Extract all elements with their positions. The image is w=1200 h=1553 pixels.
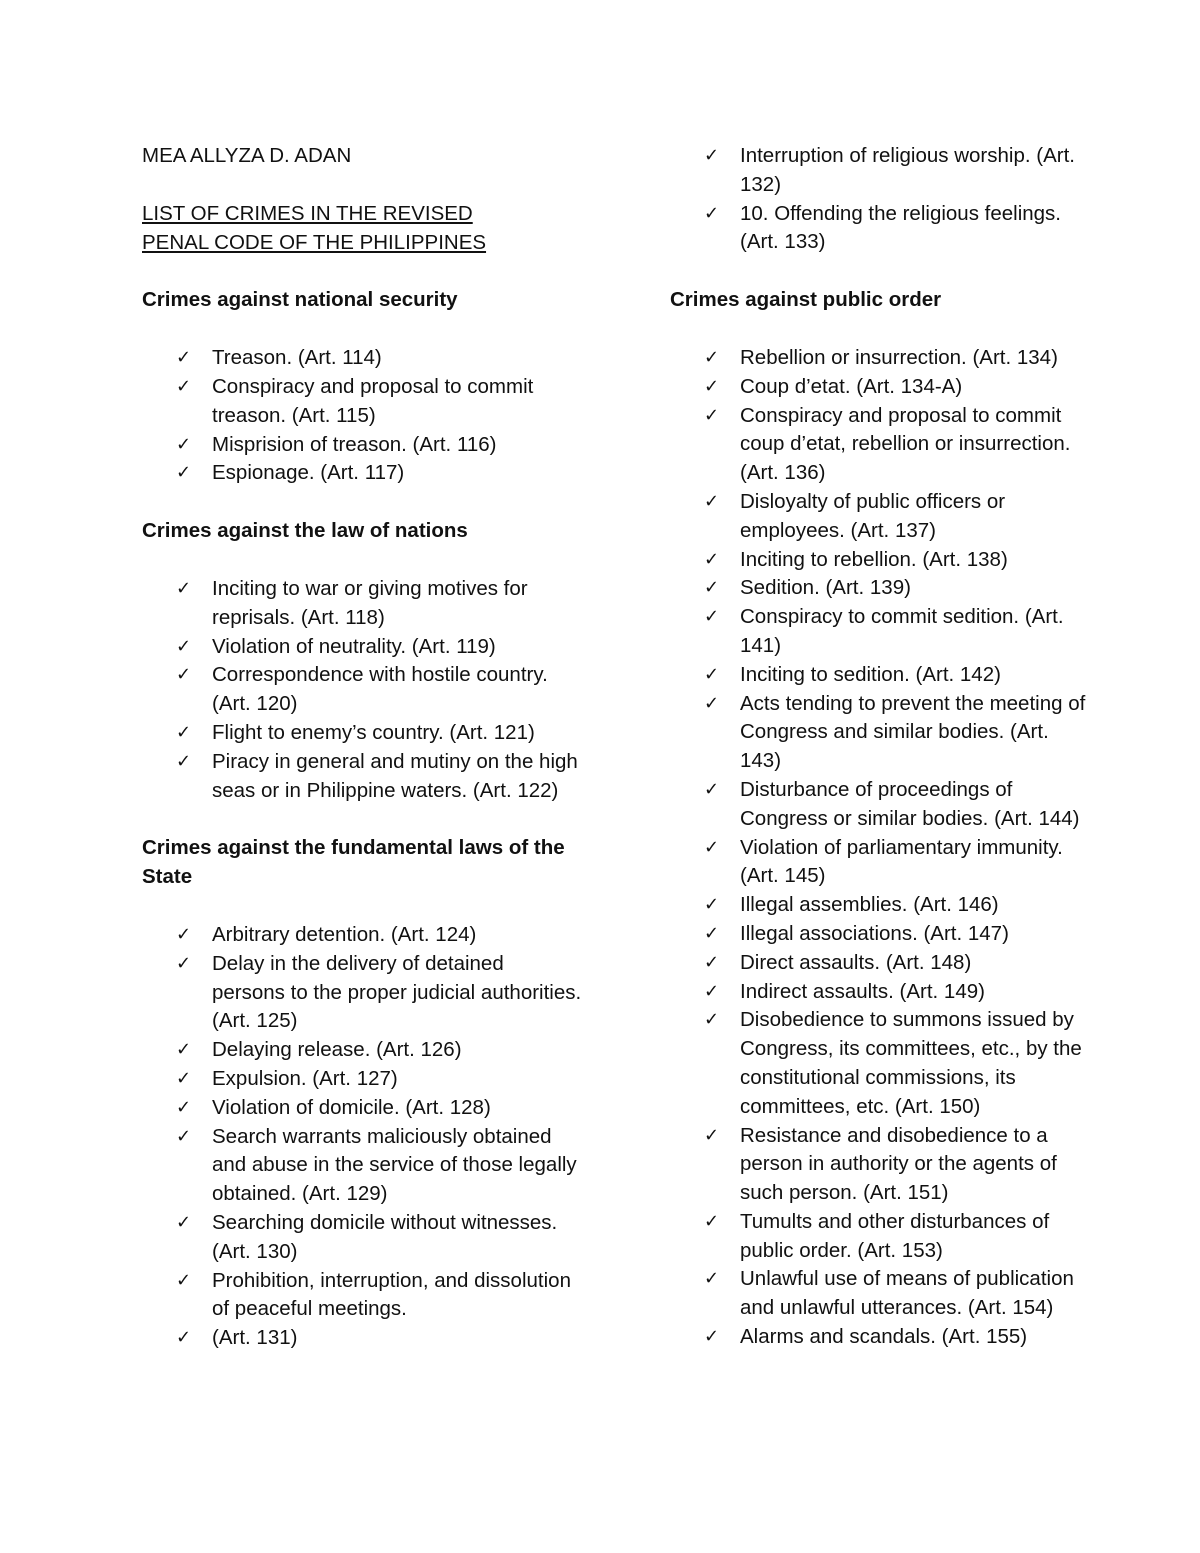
left-column <box>142 142 582 1353</box>
crime-item <box>670 200 1090 258</box>
crime-item-text: Illegal associations. (Art. 147) <box>740 921 1009 945</box>
crime-item-text: Flight to enemy’s country. (Art. 121) <box>212 720 535 744</box>
crime-item-text: Disobedience to summons issued by Congress, its committees, etc., by the constitutional commissions, its committees, etc. (Art. 150) <box>740 1008 1082 1118</box>
checkmark-icon: ✓ <box>176 721 192 743</box>
crime-item <box>670 603 1090 661</box>
checkmark-icon: ✓ <box>704 404 720 426</box>
checkmark-icon: ✓ <box>704 1124 720 1146</box>
crime-item-text: Illegal assemblies. (Art. 146) <box>740 893 999 917</box>
checkmark-icon: ✓ <box>704 202 720 224</box>
crime-item-text: Violation of parliamentary immunity. (Art. 145) <box>740 835 1063 888</box>
right-sections <box>670 286 1090 1352</box>
checkmark-icon: ✓ <box>704 1210 720 1232</box>
crime-item <box>142 1324 582 1353</box>
crime-item-text: Conspiracy to commit sedition. (Art. 141) <box>740 605 1064 657</box>
crime-item <box>670 776 1090 834</box>
crime-item-text: Conspiracy and proposal to commit coup d’etat, rebellion or insurrection. (Art. 136) <box>740 403 1071 485</box>
crime-item <box>142 373 582 431</box>
crime-item <box>142 748 582 806</box>
checkmark-icon: ✓ <box>176 375 192 397</box>
checkmark-icon: ✓ <box>704 951 720 973</box>
crime-item-text: Prohibition, interruption, and dissolution of peaceful meetings. <box>212 1268 571 1321</box>
crime-item-text: Arbitrary detention. (Art. 124) <box>212 922 477 946</box>
checkmark-icon: ✓ <box>704 1326 720 1348</box>
crime-item <box>670 402 1090 488</box>
crime-item-text: Searching domicile without witnesses. (Art. 130) <box>212 1210 558 1263</box>
crime-item-text: 10. Offending the religious feelings. (Art. 133) <box>740 201 1062 254</box>
crime-item-text: Coup d’etat. (Art. 134-A) <box>740 374 963 398</box>
checkmark-icon: ✓ <box>176 1096 192 1118</box>
checkmark-icon: ✓ <box>704 346 720 368</box>
checkmark-icon: ✓ <box>176 577 192 599</box>
crime-item <box>142 459 582 488</box>
crime-item-text: Rebellion or insurrection. (Art. 134) <box>740 345 1058 369</box>
right-column <box>670 142 1090 1352</box>
section-heading: Crimes against the law of nations <box>142 519 468 543</box>
crime-item <box>670 373 1090 402</box>
crime-item <box>670 834 1090 892</box>
section-heading: Crimes against public order <box>670 288 942 312</box>
crime-item <box>670 920 1090 949</box>
crime-item <box>670 1122 1090 1208</box>
crime-item <box>670 661 1090 690</box>
crime-item <box>142 344 582 373</box>
checkmark-icon: ✓ <box>704 375 720 397</box>
crime-item <box>670 574 1090 603</box>
crime-item <box>142 431 582 460</box>
crime-item <box>142 1123 582 1209</box>
crime-item <box>142 575 582 633</box>
crime-list <box>142 344 582 488</box>
crime-item <box>670 1265 1090 1323</box>
crime-item-text: Piracy in general and mutiny on the high seas or in Philippine waters. (Art. 122) <box>212 749 578 802</box>
crime-item-text: Expulsion. (Art. 127) <box>212 1066 398 1090</box>
crime-item-text: Indirect assaults. (Art. 149) <box>740 979 985 1003</box>
checkmark-icon: ✓ <box>176 1211 192 1233</box>
checkmark-icon: ✓ <box>176 433 192 455</box>
crime-item <box>670 978 1090 1007</box>
crime-item <box>670 690 1090 776</box>
crime-item <box>142 1209 582 1267</box>
document-title: LIST OF CRIMES IN THE REVISED PENAL CODE OF THE PHILIPPINES <box>142 201 487 254</box>
crime-item <box>142 1267 582 1325</box>
checkmark-icon: ✓ <box>176 462 192 484</box>
crime-item-text: Correspondence with hostile country. (Art. 120) <box>212 663 548 716</box>
crime-item-text: Inciting to sedition. (Art. 142) <box>740 662 1001 686</box>
crime-item-text: Interruption of religious worship. (Art. 132) <box>740 144 1075 196</box>
checkmark-icon: ✓ <box>176 1269 192 1291</box>
checkmark-icon: ✓ <box>704 490 720 512</box>
crime-item-text: Disloyalty of public officers or employees. (Art. 137) <box>740 489 1006 542</box>
crime-item <box>142 633 582 662</box>
checkmark-icon: ✓ <box>704 778 720 800</box>
checkmark-icon: ✓ <box>704 663 720 685</box>
crime-item-text: (Art. 131) <box>212 1326 298 1350</box>
checkmark-icon: ✓ <box>704 548 720 570</box>
checkmark-icon: ✓ <box>704 1009 720 1031</box>
crime-item <box>670 142 1090 200</box>
checkmark-icon: ✓ <box>704 894 720 916</box>
crime-item <box>670 1208 1090 1266</box>
crime-item-text: Unlawful use of means of publication and unlawful utterances. (Art. 154) <box>740 1267 1074 1320</box>
checkmark-icon: ✓ <box>704 922 720 944</box>
crime-item <box>670 891 1090 920</box>
section-heading: Crimes against national security <box>142 288 458 312</box>
author-name: MEA ALLYZA D. ADAN <box>142 144 352 167</box>
crime-item-text: Search warrants maliciously obtained and abuse in the service of those legally obtained. (Art. 129) <box>212 1124 577 1206</box>
checkmark-icon: ✓ <box>704 692 720 714</box>
crime-item-text: Direct assaults. (Art. 148) <box>740 950 972 974</box>
continued-crime-list <box>670 142 1090 257</box>
crime-item-text: Espionage. (Art. 117) <box>212 461 405 485</box>
checkmark-icon: ✓ <box>704 577 720 599</box>
crime-list <box>142 575 582 805</box>
checkmark-icon: ✓ <box>704 145 720 166</box>
checkmark-icon: ✓ <box>704 836 720 858</box>
checkmark-icon: ✓ <box>176 664 192 686</box>
crime-item-text: Tumults and other disturbances of public order. (Art. 153) <box>740 1209 1050 1262</box>
crime-item-text: Violation of neutrality. (Art. 119) <box>212 634 496 658</box>
checkmark-icon: ✓ <box>176 952 192 974</box>
crime-item-text: Delay in the delivery of detained persons to the proper judicial authorities. (Art. 125) <box>212 951 582 1033</box>
crime-item <box>142 950 582 1036</box>
crime-item-text: Treason. (Art. 114) <box>212 346 382 370</box>
crime-item-text: Delaying release. (Art. 126) <box>212 1038 462 1062</box>
checkmark-icon: ✓ <box>176 750 192 772</box>
crime-item <box>142 1036 582 1065</box>
checkmark-icon: ✓ <box>176 1327 192 1349</box>
crime-item-text: Sedition. (Art. 139) <box>740 576 911 600</box>
checkmark-icon: ✓ <box>176 1067 192 1089</box>
crime-item <box>670 488 1090 546</box>
checkmark-icon: ✓ <box>704 1268 720 1290</box>
crime-list <box>142 921 582 1353</box>
crime-item-text: Acts tending to prevent the meeting of Congress and similar bodies. (Art. 143) <box>740 691 1086 773</box>
crime-item-text: Inciting to rebellion. (Art. 138) <box>740 547 1008 571</box>
crime-item-text: Inciting to war or giving motives for reprisals. (Art. 118) <box>212 576 528 629</box>
section-heading: Crimes against the fundamental laws of the State <box>142 836 565 889</box>
checkmark-icon: ✓ <box>176 923 192 945</box>
checkmark-icon: ✓ <box>704 606 720 628</box>
crime-item <box>142 661 582 719</box>
crime-item <box>670 1006 1090 1121</box>
crime-item <box>142 1065 582 1094</box>
crime-item <box>670 949 1090 978</box>
crime-item-text: Misprision of treason. (Art. 116) <box>212 432 497 456</box>
crime-item-text: Conspiracy and proposal to commit treason. (Art. 115) <box>212 374 534 427</box>
crime-item-text: Disturbance of proceedings of Congress or similar bodies. (Art. 144) <box>740 777 1080 830</box>
crime-item-text: Resistance and disobedience to a person in authority or the agents of such person. (Art. 151) <box>740 1123 1057 1205</box>
crime-list <box>670 344 1090 1352</box>
left-sections <box>142 286 582 1353</box>
crime-item <box>670 1323 1090 1352</box>
crime-item <box>670 344 1090 373</box>
crime-item <box>142 719 582 748</box>
checkmark-icon: ✓ <box>176 1125 192 1147</box>
crime-item <box>142 1094 582 1123</box>
crime-item <box>670 546 1090 575</box>
checkmark-icon: ✓ <box>176 347 192 369</box>
crime-item-text: Violation of domicile. (Art. 128) <box>212 1095 491 1119</box>
checkmark-icon: ✓ <box>176 1039 192 1061</box>
crime-item-text: Alarms and scandals. (Art. 155) <box>740 1325 1028 1349</box>
checkmark-icon: ✓ <box>704 980 720 1002</box>
checkmark-icon: ✓ <box>176 635 192 657</box>
crime-item <box>142 921 582 950</box>
